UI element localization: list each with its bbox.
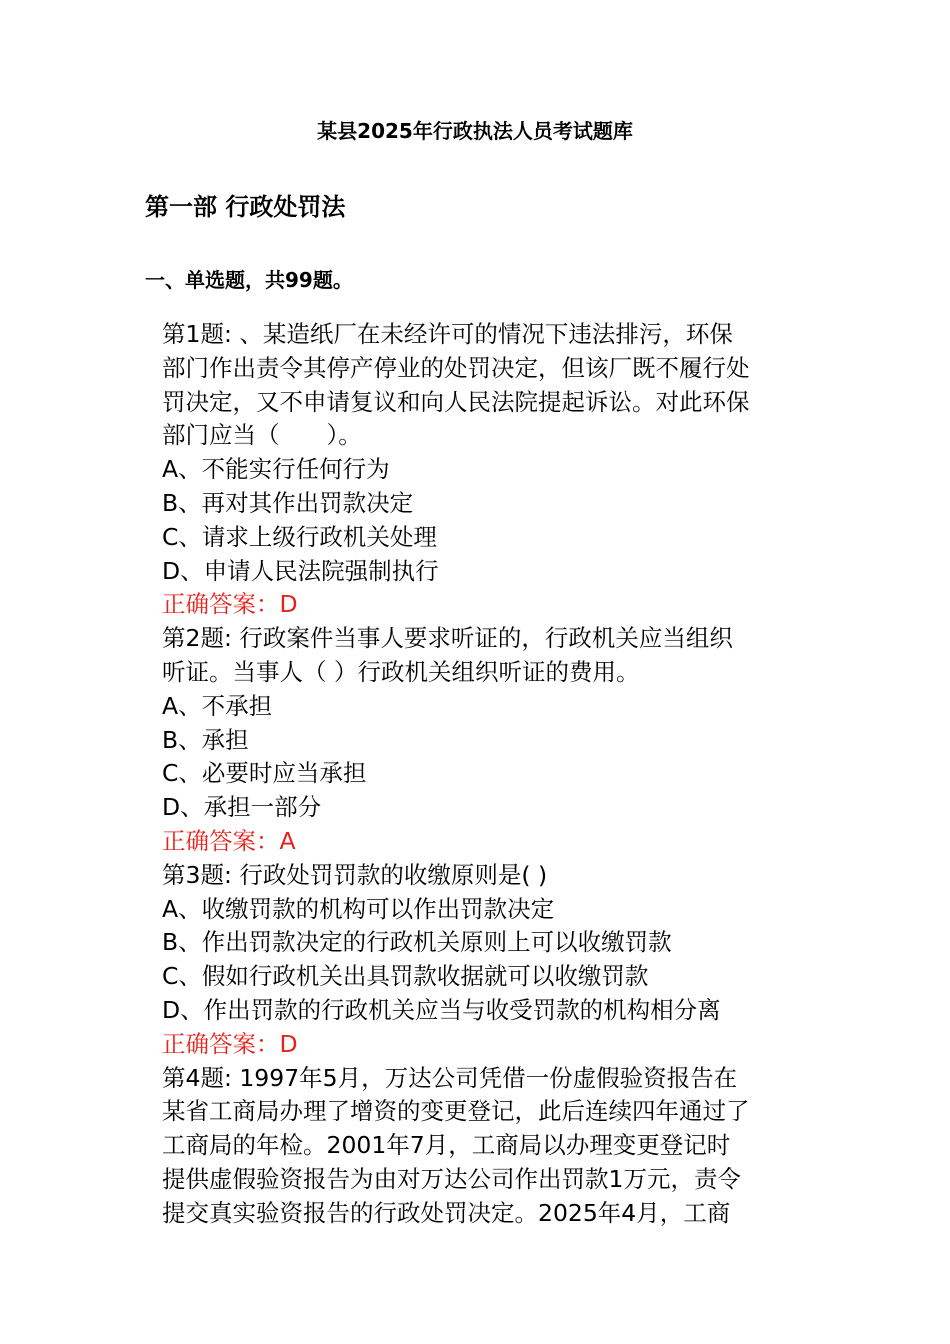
section-heading: 一、单选题，共99题。	[145, 268, 353, 292]
question-text-line: 提交真实验资报告的行政处罚决定。2025年4月，工商	[162, 1198, 731, 1227]
question-text-line: 罚决定，又不申请复议和向人民法院提起诉讼。对此环保	[162, 387, 750, 416]
option-c: C、请求上级行政机关处理	[162, 522, 437, 551]
correct-answer: 正确答案：A	[162, 826, 296, 855]
option-d: D、作出罚款的行政机关应当与收受罚款的机构相分离	[162, 995, 721, 1024]
correct-answer: 正确答案：D	[162, 590, 298, 619]
question-text-line: 部门作出责令其停产停业的处罚决定，但该厂既不履行处	[162, 353, 750, 382]
question-text-line: 某省工商局办理了增资的变更登记，此后连续四年通过了	[162, 1097, 750, 1126]
question-text-line: 第2题: 行政案件当事人要求听证的，行政机关应当组织	[162, 624, 733, 653]
option-a: A、不能实行任何行为	[162, 455, 390, 484]
question-text-line: 工商局的年检。2001年7月，工商局以办理变更登记时	[162, 1131, 731, 1160]
question-text-line: 第1题: 、某造纸厂在未经许可的情况下违法排污，环保	[162, 320, 733, 348]
question-4	[162, 1062, 812, 1231]
option-b: B、作出罚款决定的行政机关原则上可以收缴罚款	[162, 928, 672, 957]
option-d: D、申请人民法院强制执行	[162, 556, 439, 585]
option-c: C、假如行政机关出具罚款收据就可以收缴罚款	[162, 962, 649, 991]
option-d: D、承担一部分	[162, 793, 322, 822]
question-text-line: 听证。当事人（ ）行政机关组织听证的费用。	[162, 657, 640, 686]
part-heading: 第一部 行政处罚法	[145, 193, 346, 221]
question-2	[162, 622, 812, 859]
question-text-line: 第3题: 行政处罚罚款的收缴原则是( )	[162, 860, 548, 889]
option-b: B、承担	[162, 725, 249, 754]
correct-answer: 正确答案：D	[162, 1029, 298, 1058]
option-c: C、必要时应当承担	[162, 759, 367, 788]
question-3	[162, 859, 812, 1062]
option-a: A、收缴罚款的机构可以作出罚款决定	[162, 894, 555, 923]
question-1	[162, 318, 812, 622]
question-list	[162, 318, 812, 1231]
question-text-line: 提供虚假验资报告为由对万达公司作出罚款1万元，责令	[162, 1164, 741, 1193]
question-text-line: 第4题: 1997年5月，万达公司凭借一份虚假验资报告在	[162, 1063, 738, 1092]
option-b: B、再对其作出罚款决定	[162, 488, 414, 517]
option-a: A、不承担	[162, 691, 273, 720]
question-text-line: 部门应当（ ）。	[162, 421, 362, 450]
document-title: 某县2025年行政执法人员考试题库	[317, 119, 633, 143]
